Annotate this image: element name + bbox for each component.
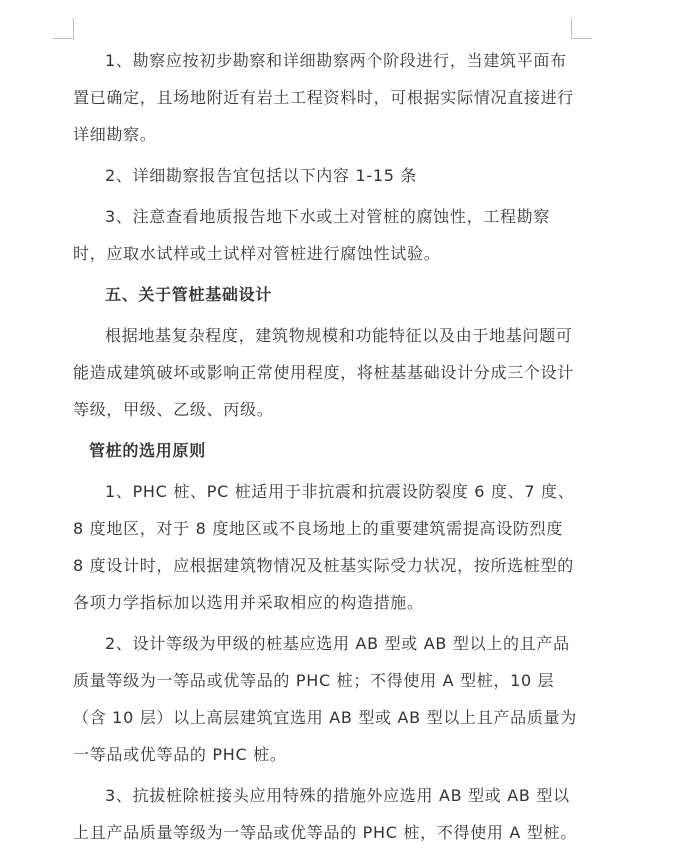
paragraph-uplift-pile: 3、抗拔桩除桩接头应用特殊的措施外应选用 AB 型或 AB 型以上且产品质量等级为一等品或优等品的 PHC 桩，不得使用 A 型桩。 [73,786,577,842]
subheading-pile-selection: 管桩的选用原则 [89,441,206,460]
paragraph-survey-stages: 1、勘察应按初步勘察和详细勘察两个阶段进行，当建筑平面布置已确定，且场地附近有岩土工程资料时，可根据实际情况直接进行详细勘察。 [73,51,575,144]
document-body [73,42,578,855]
page-corner-mark-right [571,18,592,39]
page-corner-mark-left [53,18,74,39]
paragraph-grade-a-selection: 2、设计等级为甲级的桩基应选用 AB 型或 AB 型以上的且产品质量等级为一等品或优等品的 PHC 桩；不得使用 A 型桩，10 层（含 10 层）以上高层建筑宜选用 AB 型或 AB 型以上且产品质量为一等品或优等品的 PHC 桩。 [73,634,577,764]
section-heading-pile-design: 五、关于管桩基础设计 [105,285,273,304]
paragraph-design-levels: 根据地基复杂程度，建筑物规模和功能特征以及由于地基问题可能造成建筑破坏或影响正常使用程度，将桩基基础设计分成三个设计等级，甲级、乙级、丙级。 [73,326,575,419]
paragraph-phc-pc-usage: 1、PHC 桩、PC 桩适用于非抗震和抗震设防裂度 6 度、7 度、8 度地区，对于 8 度地区或不良场地上的重要建筑需提高设防烈度 8 度设计时，应根据建筑物情况及桩基实际受力状况，按所选桩型的各项力学指标加以选用并采取相应的构造措施。 [73,482,575,612]
paragraph-survey-report: 2、详细勘察报告宜包括以下内容 1-15 条 [105,166,418,185]
paragraph-corrosion-test: 3、注意查看地质报告地下水或土对管桩的腐蚀性，工程勘察时，应取水试样或土试样对管桩进行腐蚀性试验。 [73,207,551,263]
